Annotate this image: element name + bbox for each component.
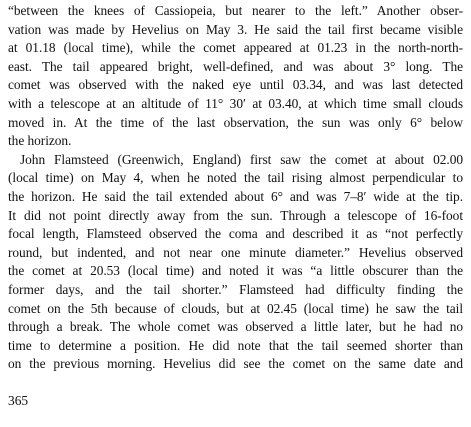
text-line: moved in. At the time of the last observation, the sun was only 6° below xyxy=(8,114,463,130)
text-line: round, but indented, and not near one minute diameter.” Hevelius observed xyxy=(8,244,463,260)
text-line: comet was observed with the naked eye until 03.34, and was last detected xyxy=(8,77,463,93)
text-line: comet on the 5th because of clouds, but at 02.45 (local time) he saw the tail xyxy=(8,300,463,316)
text-line: the horizon. He said the tail extended about 6° and was 7–8′ wide at the tip. xyxy=(8,188,463,204)
text-line: It did not point directly away from the sun. Through a telescope of 16-foot xyxy=(8,207,463,223)
text-line: at 01.18 (local time), while the comet appeared at 01.23 in the north-north- xyxy=(8,40,463,56)
text-line: former days, and the tail shorter.” Flamsteed had difficulty finding the xyxy=(8,281,463,297)
text-line: on the previous morning. Hevelius did see the comet on the same date and xyxy=(8,356,463,372)
page-number: 365 xyxy=(8,393,29,408)
text-line: the comet at 20.53 (local time) and noted it was “a little obscurer than the xyxy=(8,263,463,279)
text-line: John Flamsteed (Greenwich, England) first saw the comet at about 02.00 xyxy=(20,151,463,167)
text-line: time to determine a position. He did note that the tail seemed shorter than xyxy=(8,337,463,353)
text-line: the horizon. xyxy=(8,133,72,149)
text-line: (local time) on May 4, when he noted the tail rising almost perpendicular to xyxy=(8,170,463,186)
text-line: focal length, Flamsteed observed the coma and described it as “not perfectly xyxy=(8,226,463,242)
paragraph-1 xyxy=(8,2,463,151)
text-line: with a telescope at an altitude of 11° 30′ at 03.40, at which time small clouds xyxy=(8,95,463,111)
text-line: vation was made by Hevelius on May 3. He said the tail first became visible xyxy=(8,21,463,37)
text-line: through a break. The whole comet was observed a little later, but he had no xyxy=(8,319,463,335)
paragraph-2 xyxy=(8,151,463,374)
body-text xyxy=(8,2,463,374)
text-line: “between the knees of Cassiopeia, but nearer to the left.” Another obser- xyxy=(8,3,463,18)
text-line: east. The tail appeared bright, well-defined, and was about 3° long. The xyxy=(8,58,463,74)
